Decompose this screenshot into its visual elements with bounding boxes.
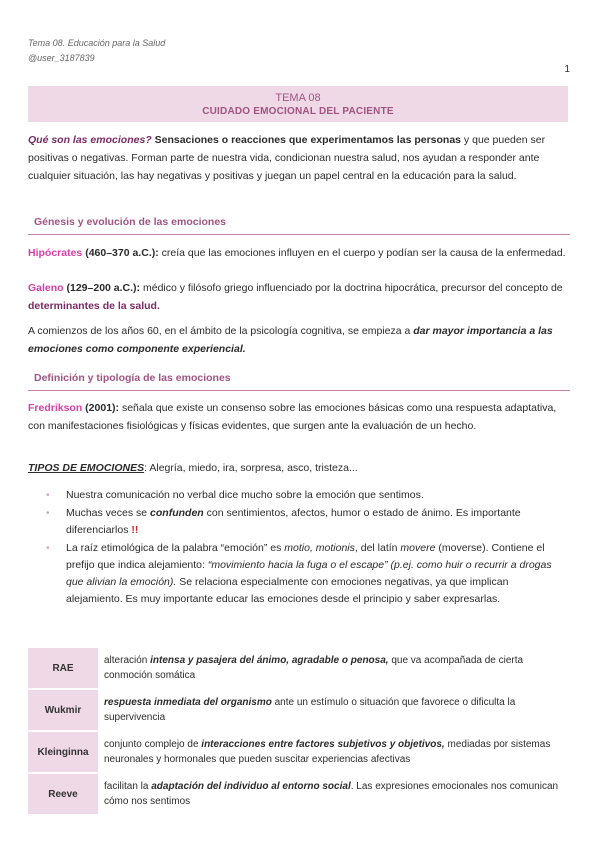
- galeno-paragraph: [28, 279, 570, 315]
- tipos-label: TIPOS DE EMOCIONES: [28, 462, 145, 474]
- definition-author: RAE: [28, 648, 98, 688]
- list-item: • Muchas veces se confunden con sentimientos, afectos, humor o estado de ánimo. Es importante diferenciarlos !!: [46, 507, 521, 536]
- intro-text: y que pueden ser positivas o negativas. Forman parte de nuestra vida, condicionan nuestra salud, nos ayudan a responder ante cualquier situación, las hay negativas y positivas y juegan un papel central en la educación para la salud.: [28, 134, 546, 182]
- document-header: [28, 36, 165, 66]
- title-box: [28, 86, 568, 122]
- bullet-icon: •: [46, 508, 50, 519]
- hipocrates-dates: (460–370 a.C.):: [82, 247, 159, 259]
- cognitiva-text: A comienzos de los años 60, en el ámbito de la psicología cognitiva, se empieza a: [28, 325, 414, 337]
- fredrikson-name: Fredrikson: [28, 402, 83, 414]
- section-definicion-title: Definición y tipología de las emociones: [34, 372, 231, 384]
- hipocrates-name: Hipócrates: [28, 247, 83, 259]
- hipocrates-paragraph: [28, 244, 570, 262]
- tipos-paragraph: [28, 459, 570, 477]
- galeno-bold: determinantes de la salud.: [28, 300, 160, 312]
- intro-paragraph: [28, 131, 570, 185]
- username: @user_3187839: [28, 53, 95, 63]
- list-item: • Nuestra comunicación no verbal dice mucho sobre la emoción que sentimos.: [46, 487, 566, 504]
- galeno-dates: (129–200 a.C.):: [63, 282, 141, 294]
- definition-author: Reeve: [28, 774, 98, 814]
- table-row: [28, 648, 568, 688]
- topic-title: CUIDADO EMOCIONAL DEL PACIENTE: [202, 106, 394, 117]
- course-name: Tema 08. Educación para la Salud: [28, 38, 166, 48]
- fredrikson-text: señala que existe un consenso sobre las emociones básicas como una respuesta adaptativa, con manifestaciones fisiológicas y físicas evidentes, que surgen ante la evaluación de un hecho.: [28, 402, 557, 432]
- fredrikson-year: (2001):: [82, 402, 120, 414]
- bullet-list: [46, 487, 566, 609]
- intro-bold: Sensaciones o reacciones que experimentamos las personas: [154, 134, 462, 146]
- topic-number: TEMA 08: [275, 92, 321, 104]
- definition-text: respuesta inmediata del organismo ante un estímulo o situación que favorece o dificulta la supervivencia: [104, 697, 516, 723]
- galeno-name: Galeno: [28, 282, 64, 294]
- tipos-text: : Alegría, miedo, ira, sorpresa, asco, tristeza...: [144, 462, 358, 474]
- section-genesis: [28, 212, 570, 235]
- section-definicion: [28, 368, 570, 391]
- bullet-icon: •: [46, 490, 50, 501]
- galeno-text: médico y filósofo griego influenciado por la doctrina hipocrática, precursor del concepto de: [140, 282, 563, 294]
- page-number: 1: [564, 64, 570, 75]
- hipocrates-text: creía que las emociones influyen en el cuerpo y podían ser la causa de la enfermedad.: [158, 247, 566, 259]
- table-row: [28, 690, 568, 730]
- list-item: • La raíz etimológica de la palabra “emoción” es motio, motionis, del latín movere (moverse). Contiene el prefijo que indica alejamiento: “movimiento hacia la fuga o el escape” (p.ej. como huir o recurrir a drogas que alivian la emoción). Se relaciona especialmente con emociones negativas, ya que implican alejamiento. Es muy importante educar las emociones desde el principio y saber expresarlas.: [46, 542, 552, 605]
- fredrikson-paragraph: [28, 399, 570, 435]
- definition-text: alteración intensa y pasajera del ánimo, agradable o penosa, que va acompañada de cierta conmoción somática: [104, 655, 524, 681]
- cognitiva-emphasis: dar mayor importancia a las emociones como componente experiencial.: [28, 325, 553, 355]
- definition-author: Wukmir: [28, 690, 98, 730]
- definitions-table: [28, 646, 568, 816]
- cognitiva-paragraph: [28, 322, 570, 358]
- table-row: [28, 774, 568, 814]
- definition-text: facilitan la adaptación del individuo al entorno social. Las expresiones emocionales nos comunican cómo nos sentimos: [104, 781, 559, 807]
- definition-text: conjunto complejo de interacciones entre factores subjetivos y objetivos, mediadas por sistemas neuronales y hormonales que pueden suscitar experiencias afectivas: [104, 739, 551, 765]
- intro-question: Qué son las emociones?: [28, 134, 152, 146]
- section-genesis-title: Génesis y evolución de las emociones: [34, 216, 226, 228]
- bullet-icon: •: [46, 543, 50, 554]
- table-row: [28, 732, 568, 772]
- definition-author: Kleinginna: [28, 732, 98, 772]
